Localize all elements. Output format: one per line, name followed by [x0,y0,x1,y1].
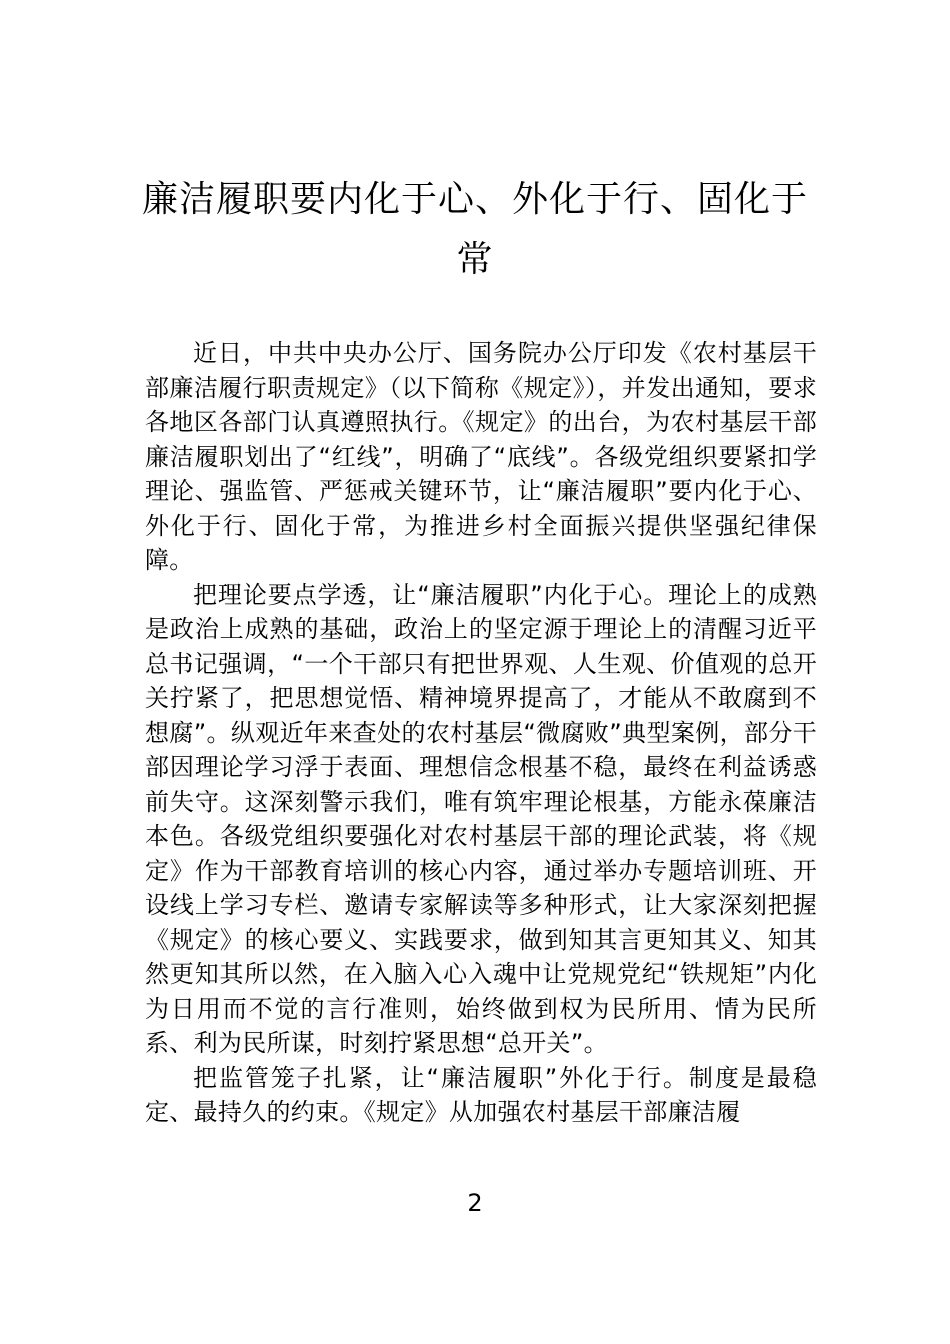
document-body [145,336,817,1130]
paragraph-theory: 把理论要点学透，让“廉洁履职”内化于心。理论上的成熟是政治上成熟的基础，政治上的坚定源于理论上的清醒习近平总书记强调，“一个干部只有把世界观、人生观、价值观的总开关拧紧了，把思想觉悟、精神境界提高了，才能从不敢腐到不想腐”。纵观近年来查处的农村基层“微腐败”典型案例，部分干部因理论学习浮于表面、理想信念根基不稳，最终在利益诱惑前失守。这深刻警示我们，唯有筑牢理论根基，方能永葆廉洁本色。各级党组织要强化对农村基层干部的理论武装，将《规定》作为干部教育培训的核心内容，通过举办专题培训班、开设线上学习专栏、邀请专家解读等多种形式，让大家深刻把握《规定》的核心要义、实践要求，做到知其言更知其义、知其然更知其所以然，在入脑入心入魂中让党规党纪“铁规矩”内化为日用而不觉的言行准则，始终做到权为民所用、情为民所系、利为民所谋，时刻拧紧思想“总开关”。 [145,580,817,1057]
page-number: 2 [467,1189,483,1217]
page-title: 廉洁履职要内化于心、外化于行、固化于常 [141,179,808,280]
paragraph-supervision: 把监管笼子扎紧，让“廉洁履职”外化于行。制度是最稳定、最持久的约束。《规定》从加强农村基层干部廉洁履 [145,1063,817,1126]
paragraph-intro: 近日，中共中央办公厅、国务院办公厅印发《农村基层干部廉洁履行职责规定》（以下简称《规定》），并发出通知，要求各地区各部门认真遵照执行。《规定》的出台，为农村基层干部廉洁履职划出了“红线”，明确了“底线”。各级党组织要紧扣学理论、强监管、严惩戒关键环节，让“廉洁履职”要内化于心、外化于行、固化于常，为推进乡村全面振兴提供坚强纪律保障。 [145,339,817,574]
